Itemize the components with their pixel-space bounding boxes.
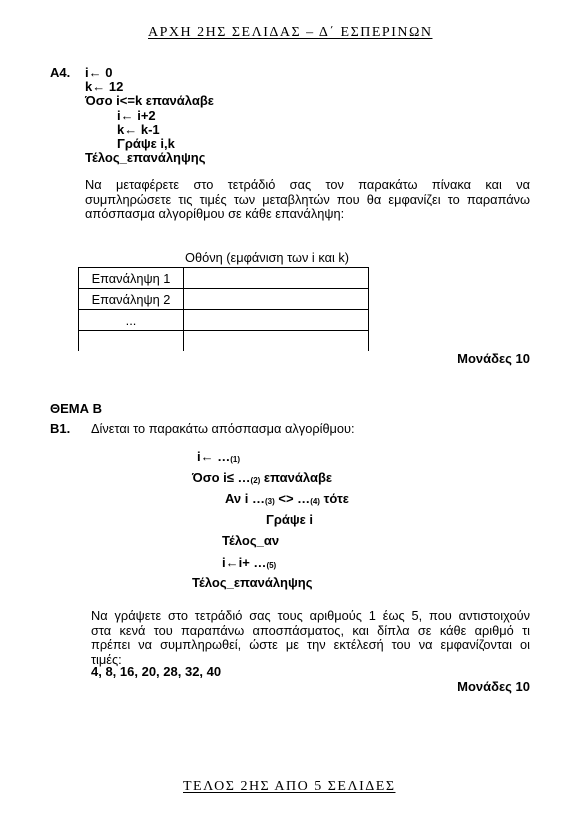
- algorithm-line: [197, 449, 240, 467]
- code-line: k← k-1: [117, 121, 160, 137]
- a4-algorithm-code: [85, 66, 214, 165]
- a4-points: Μονάδες 10: [457, 351, 530, 366]
- screen-output-table: [78, 267, 369, 351]
- paragraph-line: συμπληρώσετε τις τιμές των μεταβλητών που θα εμφανίζει το παραπάνω: [85, 191, 530, 207]
- page-footer-text: ΤΕΛΟΣ 2ΗΣ ΑΠΟ 5 ΣΕΛΙΔΕΣ: [183, 779, 396, 794]
- paragraph-line: στα κενά του παραπάνω αποσπάσματος, και δίπλα σε κάθε αριθμό τι: [91, 622, 530, 638]
- algorithm-line: [266, 512, 313, 527]
- algorithm-text: Αν i …: [225, 491, 265, 506]
- algorithm-text: <> …: [274, 491, 311, 506]
- algorithm-text: επανάλαβε: [260, 470, 333, 485]
- blank-number: (5): [266, 561, 277, 570]
- paragraph-line: πρέπει να συμπληρωθεί, ώστε με την εκτέλεσή του να εμφανίζονται οι: [91, 637, 530, 653]
- algorithm-text: i←i+ …: [222, 555, 267, 570]
- algorithm-line: [222, 555, 276, 573]
- table-row: [79, 289, 369, 310]
- algorithm-line: [192, 575, 313, 590]
- paragraph-line: Να γράψετε στο τετράδιό σας τους αριθμούς 1 έως 5, που αντιστοιχούν: [91, 608, 530, 623]
- screen-output-cell: [184, 310, 369, 331]
- page-header-title: ΑΡΧΗ 2ΗΣ ΣΕΛΙΔΑΣ – Δ΄ ΕΣΠΕΡΙΝΩΝ: [148, 25, 433, 40]
- algorithm-text: Τέλος_αν: [222, 533, 280, 548]
- b1-expected-values: 4, 8, 16, 20, 28, 32, 40: [91, 664, 222, 679]
- code-line: k← 12: [85, 79, 124, 95]
- screen-output-cell: [184, 268, 369, 289]
- algorithm-line: [225, 491, 349, 509]
- blank-number: (2): [250, 476, 261, 485]
- a4-instruction-paragraph: [85, 178, 530, 222]
- b1-intro: Δίνεται το παρακάτω απόσπασμα αλγορίθμου:: [91, 421, 355, 436]
- code-line: Τέλος_επανάληψης: [85, 150, 206, 166]
- table-row: [79, 310, 369, 331]
- table-row: [79, 331, 369, 352]
- question-label-b1: Β1.: [50, 421, 71, 436]
- algorithm-text: τότε: [319, 491, 349, 506]
- blank-number: (1): [230, 455, 241, 464]
- iteration-label: [79, 331, 184, 352]
- screen-output-cell: [184, 331, 369, 352]
- table-row: [79, 268, 369, 289]
- iteration-label: Επανάληψη 1: [79, 268, 184, 289]
- paragraph-line: απόσπασμα αλγορίθμου σε κάθε επανάληψη:: [85, 206, 345, 221]
- paragraph-line: Να μεταφέρετε στο τετράδιό σας τον παρακάτω πίνακα και να: [85, 177, 530, 192]
- code-line: Γράψε i,k: [117, 136, 175, 152]
- blank-number: (3): [264, 497, 275, 506]
- algorithm-line: [192, 470, 332, 488]
- code-line: i← i+2: [117, 107, 156, 123]
- code-line: i← 0: [85, 65, 113, 80]
- algorithm-text: Γράψε i: [266, 512, 314, 527]
- table-caption: Οθόνη (εμφάνιση των i και k): [185, 250, 350, 265]
- paragraph-line: τιμές:: [91, 652, 122, 668]
- screen-output-cell: [184, 289, 369, 310]
- b1-instruction-paragraph: [91, 609, 530, 668]
- question-label-a4: Α4.: [50, 65, 71, 80]
- blank-number: (4): [310, 497, 320, 506]
- iteration-label: Επανάληψη 2: [79, 289, 184, 310]
- algorithm-line: [222, 533, 279, 548]
- b1-points: Μονάδες 10: [457, 679, 530, 694]
- iteration-label: ...: [79, 310, 184, 331]
- algorithm-text: Τέλος_επανάληψης: [192, 575, 313, 590]
- code-line: Όσο i<=k επανάλαβε: [85, 93, 214, 109]
- section-title: ΘΕΜΑ Β: [50, 401, 102, 416]
- algorithm-text: i← …: [197, 449, 231, 464]
- algorithm-text: Όσο i≤ …: [192, 470, 251, 485]
